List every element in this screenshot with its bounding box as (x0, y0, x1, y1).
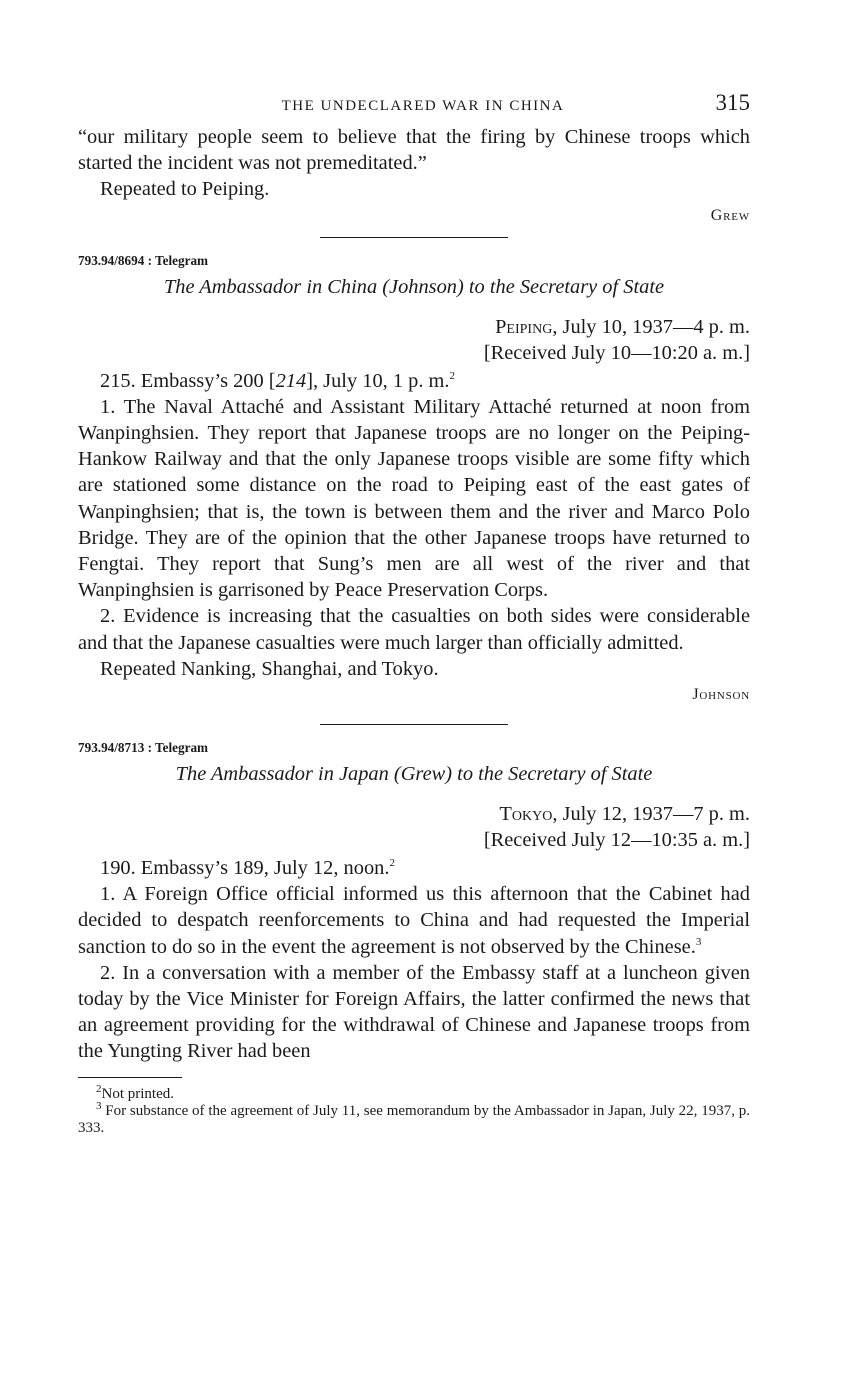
paragraph-2: 2. In a conversation with a member of the Embassy staff at a luncheon given today by the Vice Minister for Foreign Affairs, the latter confirmed the news that an agreement providing for the withdrawal of Chinese and Japanese troops from the Yungting River had been (78, 961, 750, 1063)
file-reference: 793.94/8713 : Telegram (78, 740, 209, 756)
repeated-line: Repeated to Peiping. (100, 178, 270, 201)
file-reference: 793.94/8694 : Telegram (78, 252, 209, 268)
section-divider (320, 237, 508, 238)
dateline-place: Tokyo (499, 803, 553, 826)
section-divider (320, 724, 508, 725)
document-title: The Ambassador in Japan (Grew) to the Secretary of State (175, 763, 653, 786)
paragraph-1 (78, 881, 750, 960)
footnote-marker: 2 (389, 857, 395, 870)
ref-text-end: ], July 10, 1 p. m. (306, 369, 450, 392)
footnote (78, 1099, 750, 1137)
paragraph-2: 2. Evidence is increasing that the casualties on both sides were considerable and that the Japanese casualties were much larger than officially admitted. (78, 605, 750, 654)
continued-paragraph: “our military people seem to believe that the firing by Chinese troops which started the incident was not premeditated.” (78, 126, 750, 175)
footnote-marker: 3 (695, 935, 702, 948)
dateline (78, 314, 750, 340)
page-header (78, 88, 750, 124)
ref-italic: 214 (275, 369, 307, 392)
dateline-place: Peiping (495, 315, 553, 338)
message-reference (78, 368, 750, 394)
message-reference (78, 855, 750, 881)
signature-johnson: Johnson (692, 686, 750, 704)
footnote-mark: 2 (96, 1082, 102, 1095)
footnote-mark: 3 (96, 1099, 102, 1112)
dateline (78, 801, 750, 827)
ref-text: 215. Embassy’s 200 [ (100, 369, 276, 392)
footnote-marker: 2 (449, 369, 455, 382)
repeated-line: Repeated Nanking, Shanghai, and Tokyo. (100, 657, 439, 680)
running-title: THE UNDECLARED WAR IN CHINA (281, 98, 565, 114)
dateline-date: , July 10, 1937—4 p. m. (552, 315, 750, 338)
footnote-divider (78, 1077, 182, 1078)
paragraph-text: 1. A Foreign Office official informed us this afternoon that the Cabinet had decided to despatch reenforcements to China and had requested the Imperial sanction to do so in the event the agreement is not observed by the Chinese. (78, 883, 750, 958)
ref-text: 190. Embassy’s 189, July 12, noon. (100, 857, 390, 880)
document-title: The Ambassador in China (Johnson) to the Secretary of State (163, 275, 665, 298)
signature-grew: Grew (710, 206, 750, 224)
footnote (78, 1082, 750, 1103)
footnote-text: For substance of the agreement of July 11, see memorandum by the Ambassador in Japan, July 22, 1937, p. 333. (78, 1102, 750, 1136)
document-page (78, 88, 750, 1137)
received-line: [Received July 10—10:20 a. m.] (483, 341, 750, 364)
footnotes (78, 1082, 750, 1137)
footnote-text: Not printed. (101, 1085, 174, 1102)
paragraph-1: 1. The Naval Attaché and Assistant Military Attaché returned at noon from Wanpinghsien. They report that Japanese troops are no longer on the Peiping-Hankow Railway and that the only Japanese troops visible are some fifty which are stationed some distance on the road to Peiping east of the east gates of Wanpinghsien; that is, the town is between them and the river and Marco Polo Bridge. They are of the opinion that the other Japanese troops have returned to Fengtai. They report that Sung’s men are all west of the river and that Wanpinghsien is garrisoned by Peace Preservation Corps. (78, 395, 750, 602)
received-line: [Received July 12—10:35 a. m.] (483, 829, 750, 852)
dateline-date: , July 12, 1937—7 p. m. (552, 803, 750, 826)
page-number: 315 (715, 90, 750, 115)
